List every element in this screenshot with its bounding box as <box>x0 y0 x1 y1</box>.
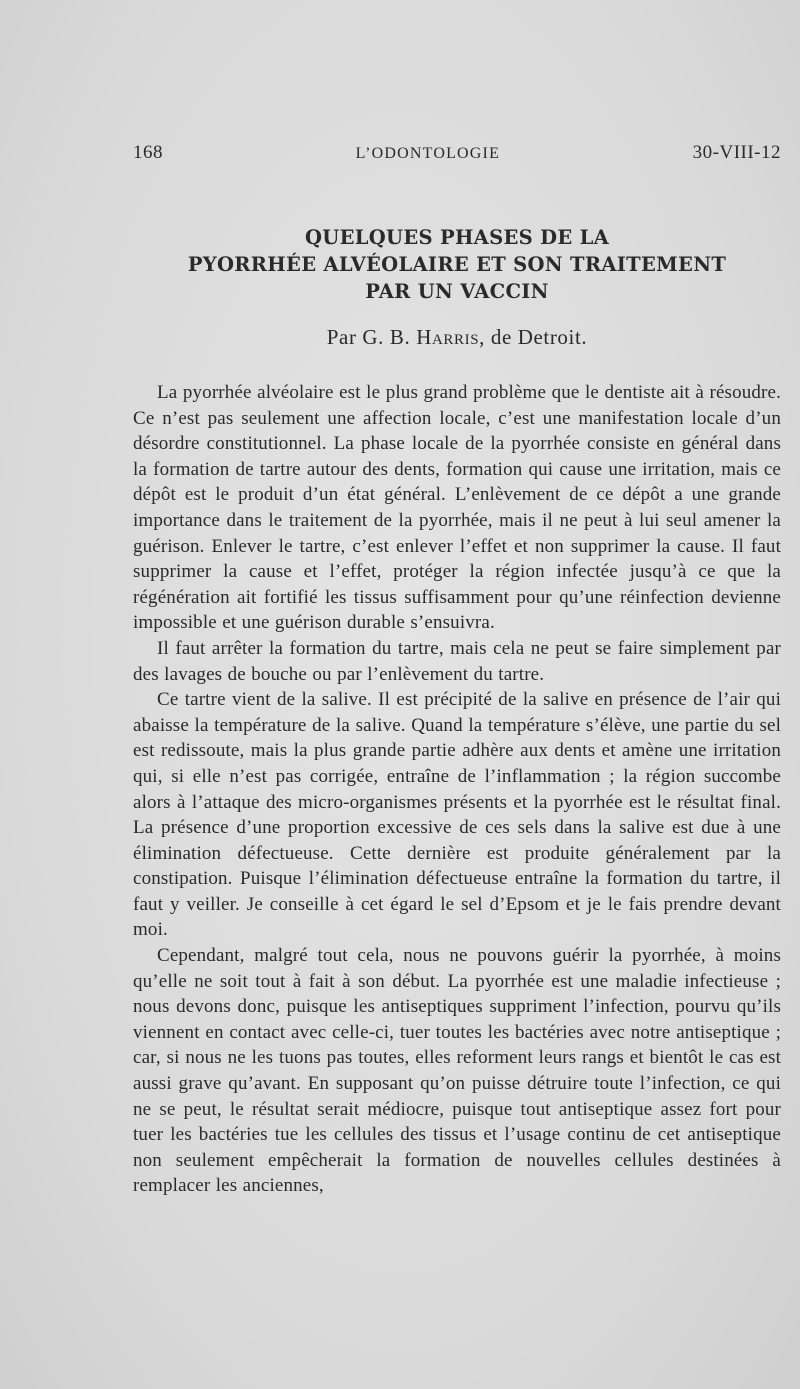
running-header <box>133 142 781 164</box>
byline-suffix: , de Detroit. <box>479 325 588 349</box>
title-line-1: QUELQUES PHASES DE LA <box>304 226 610 249</box>
byline-prefix: Par G. B. <box>326 325 411 349</box>
author-byline <box>133 325 781 350</box>
article-body <box>133 380 781 1199</box>
paragraph-3: Ce tartre vient de la salive. Il est précipité de la salive en présence de l’air qui abaisse la température de la salive. Quand la température s’élève, une partie du sel est redissoute, mais la plus grande partie adhère aux dents et amène une irritation qui, si elle n’est pas corrigée, entraîne de l’inflammation ; la région succombe alors à l’attaque des micro-organismes présents et la pyorrhée est le résultat final. La présence d’une proportion excessive de ces sels dans la salive est due à une élimination défectueuse. Cette dernière est produite généralement par la constipation. Puisque l’élimination défectueuse entraîne la formation du tartre, il faut y veiller. Je conseille à cet égard le sel d’Epsom et je le fais prendre devant moi. <box>133 689 781 941</box>
paragraph-4: Cependant, malgré tout cela, nous ne pouvons guérir la pyorrhée, à moins qu’elle ne soit tout à fait à son début. La pyorrhée est une maladie infectieuse ; nous devons donc, puisque les antiseptiques suppriment l’infection, pourvu qu’ils viennent en contact avec celle-ci, tuer toutes les bactéries avec notre antiseptique ; car, si nous ne les tuons pas toutes, elles reforment leurs rangs et bientôt le cas est aussi grave qu’avant. En supposant qu’on puisse détruire toute l’infection, ce qui ne se peut, le résultat serait médiocre, puisque tout antiseptique assez fort pour tuer les bactéries tue les cellules des tissus et l’usage continu de cet antiseptique non seulement empêcherait la formation de nouvelles cellules destinées à remplacer les anciennes, <box>133 945 781 1197</box>
article-title <box>133 224 781 305</box>
page-number: 168 <box>133 142 163 163</box>
issue-date: 30-VIII-12 <box>692 142 781 163</box>
title-line-3: PAR UN VACCIN <box>365 280 549 303</box>
paragraph-2: Il faut arrêter la formation du tartre, mais cela ne peut se faire simplement par des lavages de bouche ou par l’enlèvement du tartre. <box>133 637 781 685</box>
author-name: Harris <box>416 325 480 349</box>
paragraph-1: La pyorrhée alvéolaire est le plus grand problème que le dentiste ait à résoudre. Ce n’est pas seulement une affection locale, c’est une manifestation locale d’un désordre constitutionnel. La phase locale de la pyorrhée consiste en général dans la formation de tartre autour des dents, formation qui cause une irritation, mais ce dépôt est le produit d’un état général. L’enlèvement de ce dépôt a une grande importance dans le traitement de la pyorrhée, mais il ne peut à lui seul amener la guérison. Enlever le tartre, c’est enlever l’effet et non supprimer la cause. Il faut supprimer la cause et l’effet, protéger la région infectée jusqu’à ce que la régénération ait fortifié les tissus suffisamment pour qu’une réinfection devienne impossible et une guérison durable s’ensuivra. <box>133 382 781 634</box>
journal-title: L’ODONTOLOGIE <box>355 145 501 162</box>
title-line-2: PYORRHÉE ALVÉOLAIRE ET SON TRAITEMENT <box>187 253 727 276</box>
